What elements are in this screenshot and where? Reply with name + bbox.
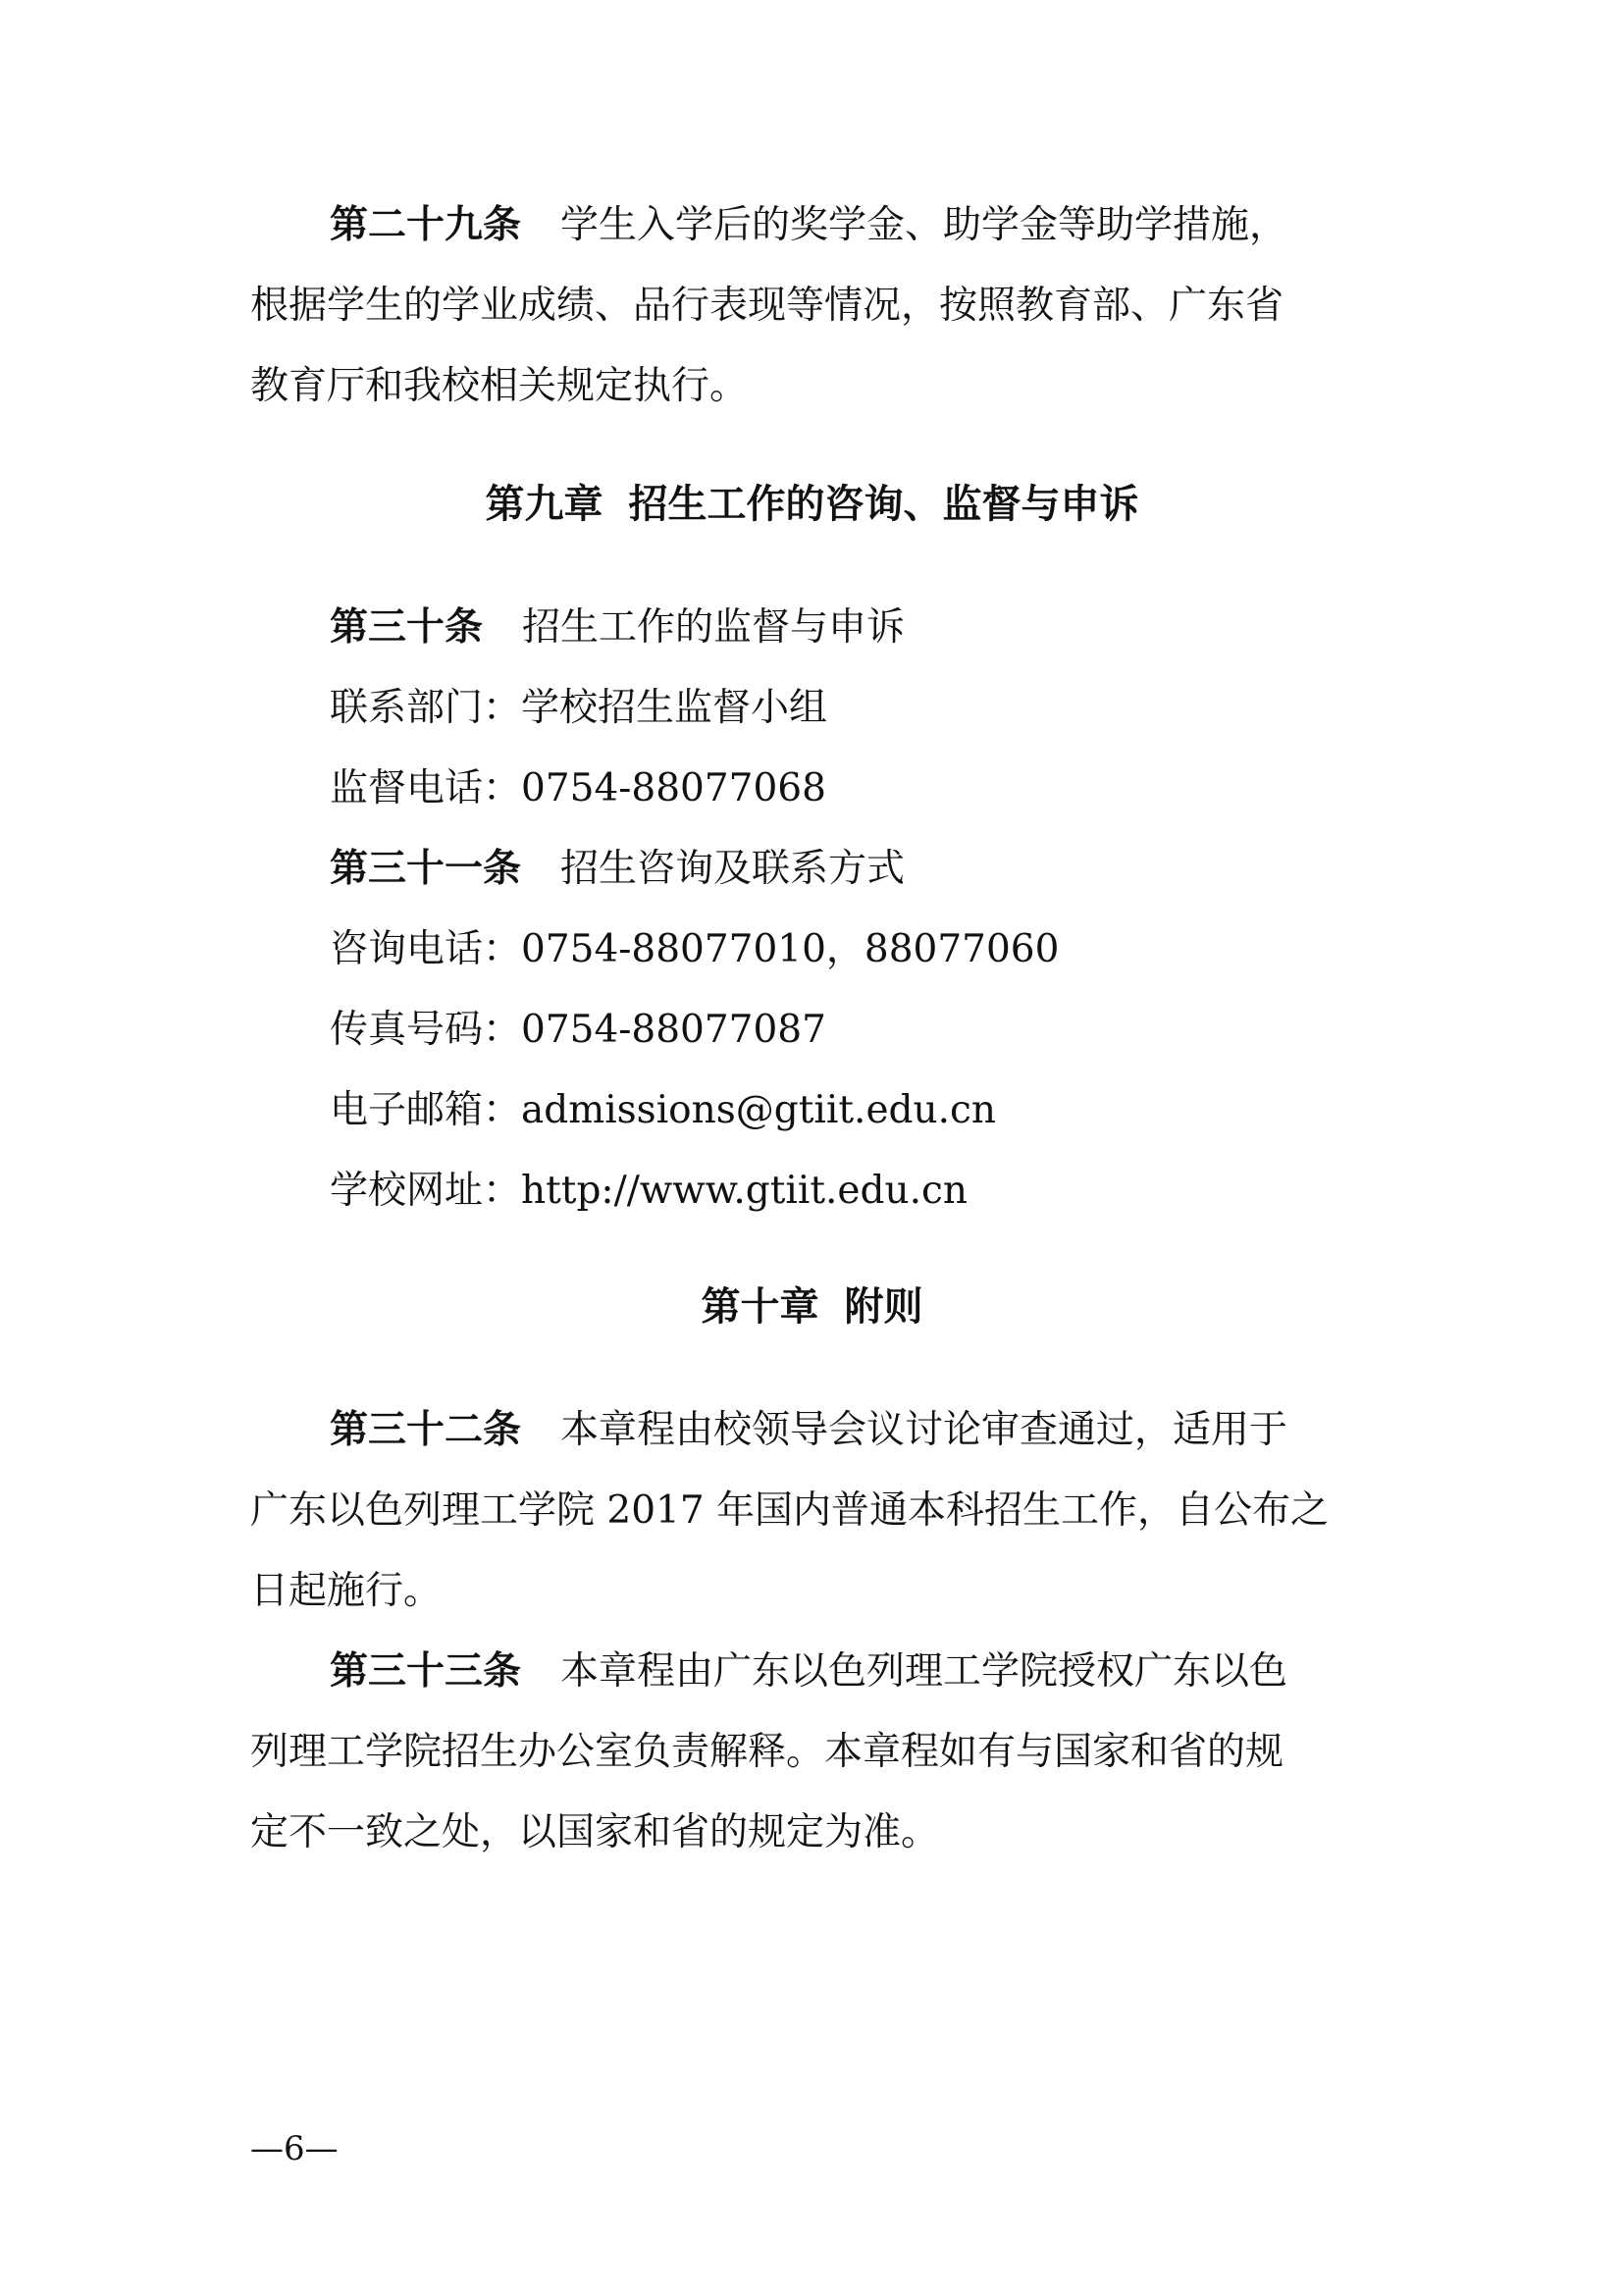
contact-department: 联系部门：学校招生监督小组	[330, 686, 828, 730]
chapter-9-title: 招生工作的咨询、监督与申诉	[628, 481, 1139, 527]
fax-number: 传真号码：0754-88077087	[330, 1008, 826, 1052]
article-33-label: 第三十三条	[330, 1648, 522, 1694]
article-29-line-1	[330, 202, 1288, 247]
article-33-line-1	[330, 1648, 1288, 1694]
article-32-line-3: 日起施行。	[250, 1569, 443, 1613]
article-30-label: 第三十条	[330, 604, 484, 650]
consult-phone: 咨询电话：0754-88077010，88077060	[330, 927, 1060, 971]
article-30-line	[330, 604, 906, 650]
article-33-line-3: 定不一致之处，以国家和省的规定为准。	[250, 1810, 940, 1854]
supervision-phone: 监督电话：0754-88077068	[330, 766, 826, 810]
chapter-9-number: 第九章	[485, 481, 603, 527]
chapter-10-number: 第十章	[701, 1283, 819, 1330]
page-number: —6—	[250, 2129, 339, 2168]
article-32-label: 第三十二条	[330, 1407, 522, 1452]
chapter-9-heading	[0, 481, 1624, 527]
article-29-text: 学生入学后的奖学金、助学金等助学措施，	[560, 203, 1288, 247]
article-31-text: 招生咨询及联系方式	[560, 847, 906, 891]
article-29-label: 第二十九条	[330, 202, 522, 247]
article-33-line-2: 列理工学院招生办公室负责解释。本章程如有与国家和省的规	[250, 1730, 1284, 1774]
website-address: 学校网址：http://www.gtiit.edu.cn	[330, 1169, 968, 1213]
chapter-10-heading	[0, 1283, 1624, 1330]
article-29-line-3: 教育厅和我校相关规定执行。	[250, 364, 749, 408]
article-29-line-2: 根据学生的学业成绩、品行表现等情况，按照教育部、广东省	[250, 284, 1284, 328]
article-32-line-1	[330, 1407, 1288, 1452]
chapter-10-title: 附则	[844, 1283, 923, 1330]
article-30-text: 招生工作的监督与申诉	[522, 605, 906, 650]
article-31-line	[330, 846, 906, 891]
article-32-text: 本章程由校领导会议讨论审查通过，适用于	[560, 1408, 1288, 1452]
article-33-text: 本章程由广东以色列理工学院授权广东以色	[560, 1649, 1288, 1694]
article-31-label: 第三十一条	[330, 846, 522, 891]
article-32-line-2: 广东以色列理工学院 2017 年国内普通本科招生工作，自公布之	[250, 1488, 1330, 1533]
email-address: 电子邮箱：admissions@gtiit.edu.cn	[330, 1088, 996, 1132]
